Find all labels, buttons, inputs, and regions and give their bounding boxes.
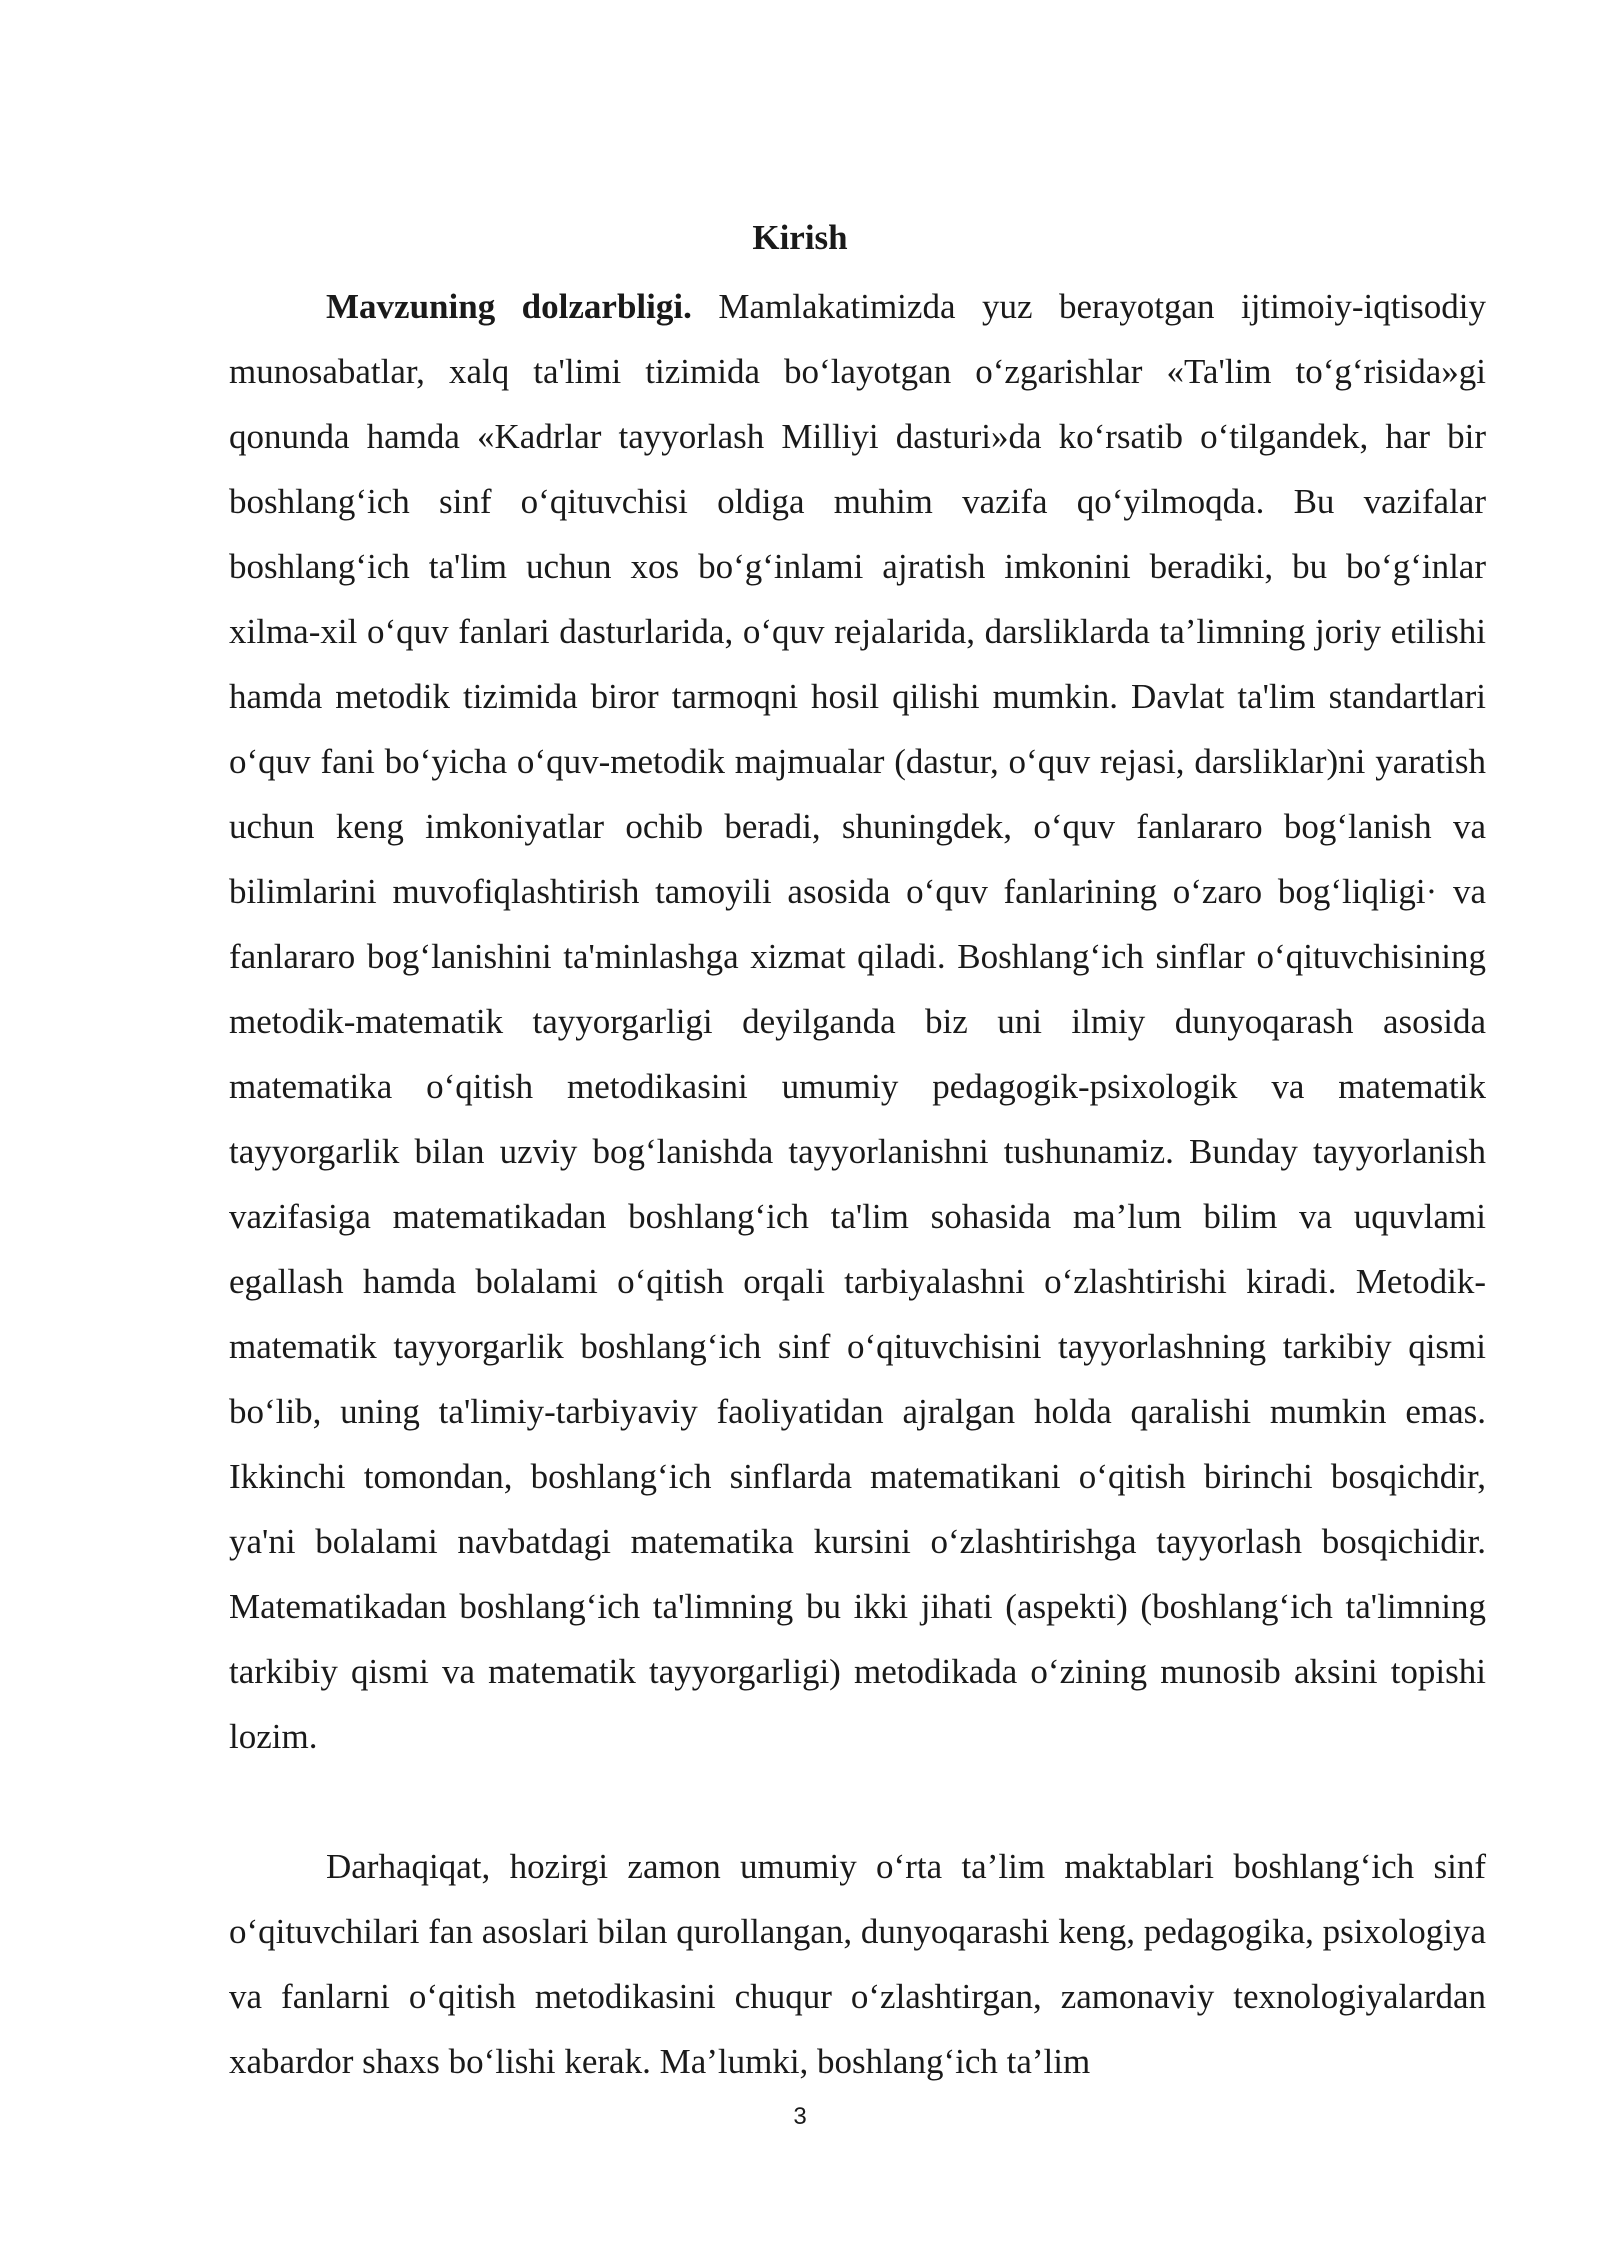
paragraph-body: Mamlakatimizda yuz berayotgan ijtimoiy-iqtisodiy munosabatlar, xalq ta'limi tizimida bo‘layotgan o‘zgarishlar «Ta'lim to‘g‘risida»gi qonunda hamda «Kadrlar tayyorlash Milliyi dasturi»da ko‘rsatib o‘tilgandek, har bir boshlang‘ich sinf o‘qituvchisi oldiga muhim vazifa qo‘yilmoqda. Bu vazifalar boshlang‘ich ta'lim uchun xos bo‘g‘inlami ajratish imkonini beradiki, bu bo‘g‘inlar xilma-xil o‘quv fanlari dasturlarida, o‘quv rejalarida, darsliklarda ta’limning joriy etilishi hamda metodik tizimida biror tarmoqni hosil qilishi mumkin. Davlat ta'lim standartlari o‘quv fani bo‘yicha o‘quv-metodik majmualar (dastur, o‘quv rejasi, darsliklar)ni yaratish uchun keng imkoniyatlar ochib beradi, shuningdek, o‘quv fanlararo bog‘lanish va bilimlarini muvofiqlashtirish tamoyili asosida o‘quv fanlarining o‘zaro bog‘liqligi· va fanlararo bog‘lanishini ta'minlashga xizmat qiladi. Boshlang‘ich sinflar o‘qituvchisining metodik-matematik tayyorgarligi deyilganda biz uni ilmiy dunyoqarash asosida matematika o‘qitish metodikasini umumiy pedagogik-psixologik va matematik tayyorgarlik bilan uzviy bog‘lanishda tayyorlanishni tushunamiz. Bunday tayyorlanish vazifasiga matematikadan boshlang‘ich ta'lim sohasida ma’lum bilim va uquvlami egallash hamda bolalami o‘qitish orqali tarbiyalashni o‘zlashtirishi kiradi. Metodik-matematik tayyorgarlik boshlang‘ich sinf o‘qituvchisini tayyorlashning tarkibiy qismi bo‘lib, uning ta'limiy-tarbiyaviy faoliyatidan ajralgan holda qaralishi mumkin emas. Ikkinchi tomondan, boshlang‘ich sinflarda matematikani o‘qitish birinchi bosqichdir, ya'ni bolalami navbatdagi matematika kursini o‘zlashtirishga tayyorlash bosqichidir. Matematikadan boshlang‘ich ta'limning bu ikki jihati (aspekti) (boshlang‘ich ta'limning tarkibiy qismi va matematik tayyorgarligi) metodikada o‘zining munosib aksini topishi lozim. xyxy=(229,287,1486,1756)
paragraph-lead: Mavzuning dolzarbligi. xyxy=(326,287,692,326)
paragraph-relevance xyxy=(229,274,1486,1769)
paragraph-continuation: Darhaqiqat, hozirgi zamon umumiy o‘rta ta’lim maktablari boshlang‘ich sinf o‘qituvchilari fan asoslari bilan qurollangan, dunyoqarashi keng, pedagogika, psixologiya va fanlarni o‘qitish metodikasini chuqur o‘zlashtirgan, zamonaviy texnologiyalardan xabardor shaxs bo‘lishi kerak. Ma’lumki, boshlang‘ich ta’lim xyxy=(229,1847,1486,2081)
page-number: 3 xyxy=(793,2103,807,2130)
section-heading: Kirish xyxy=(752,218,848,257)
